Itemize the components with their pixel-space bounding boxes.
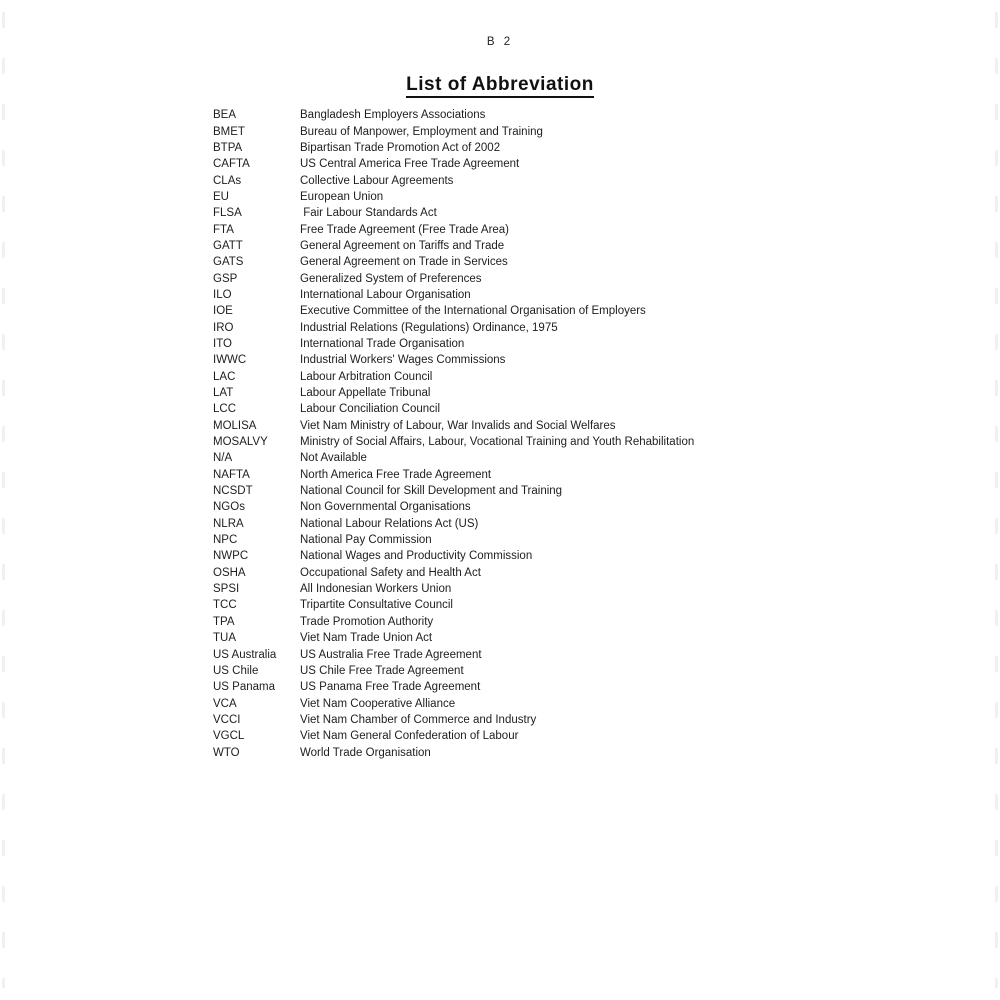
abbreviation-definition: European Union <box>300 190 384 203</box>
abbreviation-definition: International Trade Organisation <box>300 337 465 350</box>
abbreviation-row <box>213 189 970 205</box>
abbreviation-definition: National Council for Skill Development and Training <box>300 485 563 498</box>
abbreviation-row <box>213 614 970 630</box>
abbreviation-code: FTA <box>213 223 234 236</box>
abbreviation-row <box>213 712 970 728</box>
abbreviation-definition: National Pay Commission <box>300 534 432 547</box>
abbreviation-row <box>213 336 970 352</box>
abbreviation-row <box>213 565 970 581</box>
abbreviation-definition: World Trade Organisation <box>300 746 431 759</box>
abbreviation-row <box>213 597 970 613</box>
abbreviation-row <box>213 630 970 646</box>
abbreviation-definition: Labour Appellate Tribunal <box>300 387 431 400</box>
abbreviation-definition: US Panama Free Trade Agreement <box>300 681 481 694</box>
abbreviation-row <box>213 140 970 156</box>
abbreviation-definition: Industrial Relations (Regulations) Ordinance, 1975 <box>300 321 558 334</box>
abbreviation-row <box>213 287 970 303</box>
abbreviation-definition: All Indonesian Workers Union <box>300 583 452 596</box>
abbreviation-row <box>213 156 970 172</box>
abbreviation-row <box>213 581 970 597</box>
abbreviation-code: NWPC <box>213 550 249 563</box>
abbreviation-row <box>213 467 970 483</box>
abbreviation-row <box>213 303 970 319</box>
abbreviation-row <box>213 270 970 286</box>
abbreviation-row <box>213 744 970 760</box>
abbreviation-code: MOSALVY <box>213 436 268 449</box>
abbreviation-code: VCA <box>213 697 237 710</box>
abbreviation-code: NCSDT <box>213 485 253 498</box>
abbreviation-code: CLAs <box>213 174 242 187</box>
abbreviation-code: LCC <box>213 403 237 416</box>
abbreviation-code: TCC <box>213 599 237 612</box>
abbreviation-definition: Bureau of Manpower, Employment and Training <box>300 125 543 138</box>
abbreviation-definition: Viet Nam Cooperative Alliance <box>300 697 456 710</box>
abbreviation-code: VCCI <box>213 713 241 726</box>
abbreviation-definition: Executive Committee of the International Organisation of Employers <box>300 305 646 318</box>
abbreviation-code: ILO <box>213 288 232 301</box>
abbreviation-definition: Not Available <box>300 452 367 465</box>
abbreviation-code: NGOs <box>213 501 245 514</box>
abbreviation-code: LAT <box>213 387 234 400</box>
abbreviation-code: FLSA <box>213 207 242 220</box>
abbreviation-definition: Ministry of Social Affairs, Labour, Vocational Training and Youth Rehabilitation <box>300 436 695 449</box>
abbreviation-code: IOE <box>213 305 233 318</box>
abbreviation-code: US Australia <box>213 648 277 661</box>
abbreviation-definition: Trade Promotion Authority <box>300 615 434 628</box>
page-number: B 2 <box>486 36 514 48</box>
abbreviation-code: VGCL <box>213 730 245 743</box>
abbreviation-row <box>213 434 970 450</box>
abbreviation-row <box>213 319 970 335</box>
abbreviation-row <box>213 450 970 466</box>
scan-artifact-right <box>995 12 998 988</box>
abbreviation-definition: Bipartisan Trade Promotion Act of 2002 <box>300 141 501 154</box>
abbreviation-row <box>213 172 970 188</box>
abbreviation-row <box>213 532 970 548</box>
abbreviation-code: MOLISA <box>213 419 257 432</box>
abbreviation-row <box>213 663 970 679</box>
abbreviation-row <box>213 548 970 564</box>
abbreviation-code: N/A <box>213 452 233 465</box>
abbreviation-definition: US Central America Free Trade Agreement <box>300 158 520 171</box>
abbreviation-row <box>213 238 970 254</box>
abbreviation-code: CAFTA <box>213 158 250 171</box>
abbreviation-code: GATS <box>213 256 244 269</box>
abbreviation-row <box>213 385 970 401</box>
abbreviation-code: EU <box>213 190 229 203</box>
abbreviation-definition: Industrial Workers' Wages Commissions <box>300 354 506 367</box>
abbreviation-code: NLRA <box>213 517 244 530</box>
abbreviation-code: US Panama <box>213 681 276 694</box>
abbreviation-definition: US Chile Free Trade Agreement <box>300 664 464 677</box>
abbreviation-definition: General Agreement on Tariffs and Trade <box>300 239 505 252</box>
abbreviation-definition: US Australia Free Trade Agreement <box>300 648 482 661</box>
abbreviation-code: ITO <box>213 337 232 350</box>
abbreviation-code: BTPA <box>213 141 243 154</box>
abbreviation-definition: Non Governmental Organisations <box>300 501 471 514</box>
abbreviation-definition: Generalized System of Preferences <box>300 272 482 285</box>
abbreviation-definition: Viet Nam Ministry of Labour, War Invalids and Social Welfares <box>300 419 616 432</box>
abbreviation-definition: Bangladesh Employers Associations <box>300 109 486 122</box>
abbreviation-row <box>213 254 970 270</box>
abbreviation-code: SPSI <box>213 583 240 596</box>
abbreviation-definition: North America Free Trade Agreement <box>300 468 492 481</box>
abbreviation-code: WTO <box>213 746 240 759</box>
abbreviation-row <box>213 728 970 744</box>
abbreviation-definition: Free Trade Agreement (Free Trade Area) <box>300 223 510 236</box>
abbreviation-definition: Viet Nam Trade Union Act <box>300 632 433 645</box>
scan-artifact-left <box>2 12 5 988</box>
abbreviation-code: NPC <box>213 534 238 547</box>
abbreviation-code: BMET <box>213 125 245 138</box>
abbreviation-row <box>213 695 970 711</box>
page-title <box>0 61 1000 98</box>
abbreviation-code: TPA <box>213 615 235 628</box>
abbreviation-row <box>213 516 970 532</box>
abbreviation-row <box>213 483 970 499</box>
abbreviation-definition: Labour Conciliation Council <box>300 403 440 416</box>
abbreviation-definition: National Labour Relations Act (US) <box>300 517 479 530</box>
abbreviation-row <box>213 221 970 237</box>
abbreviation-row <box>213 107 970 123</box>
abbreviation-code: BEA <box>213 109 237 122</box>
abbreviation-definition: Viet Nam General Confederation of Labour <box>300 730 519 743</box>
abbreviation-row <box>213 418 970 434</box>
abbreviation-definition: International Labour Organisation <box>300 288 471 301</box>
abbreviation-code: US Chile <box>213 664 259 677</box>
abbreviation-definition: Viet Nam Chamber of Commerce and Industry <box>300 713 537 726</box>
abbreviation-code: GATT <box>213 239 243 252</box>
abbreviation-row <box>213 401 970 417</box>
abbreviation-code: OSHA <box>213 566 246 579</box>
abbreviation-row <box>213 369 970 385</box>
abbreviation-row <box>213 352 970 368</box>
abbreviation-code: TUA <box>213 632 236 645</box>
abbreviation-code: NAFTA <box>213 468 250 481</box>
abbreviation-list <box>213 107 970 761</box>
abbreviation-definition: National Wages and Productivity Commission <box>300 550 533 563</box>
abbreviation-row <box>213 205 970 221</box>
abbreviation-code: LAC <box>213 370 236 383</box>
abbreviation-definition: Tripartite Consultative Council <box>300 599 453 612</box>
abbreviation-row <box>213 679 970 695</box>
abbreviation-row <box>213 646 970 662</box>
page-title-text: List of Abbreviation <box>406 74 594 98</box>
abbreviation-code: IWWC <box>213 354 247 367</box>
abbreviation-definition: Labour Arbitration Council <box>300 370 433 383</box>
abbreviation-code: GSP <box>213 272 238 285</box>
abbreviation-definition: Collective Labour Agreements <box>300 174 454 187</box>
abbreviation-row <box>213 499 970 515</box>
abbreviation-code: IRO <box>213 321 234 334</box>
abbreviation-definition: General Agreement on Trade in Services <box>300 256 508 269</box>
abbreviation-row <box>213 123 970 139</box>
abbreviation-definition: Fair Labour Standards Act <box>300 207 437 220</box>
abbreviation-definition: Occupational Safety and Health Act <box>300 566 481 579</box>
